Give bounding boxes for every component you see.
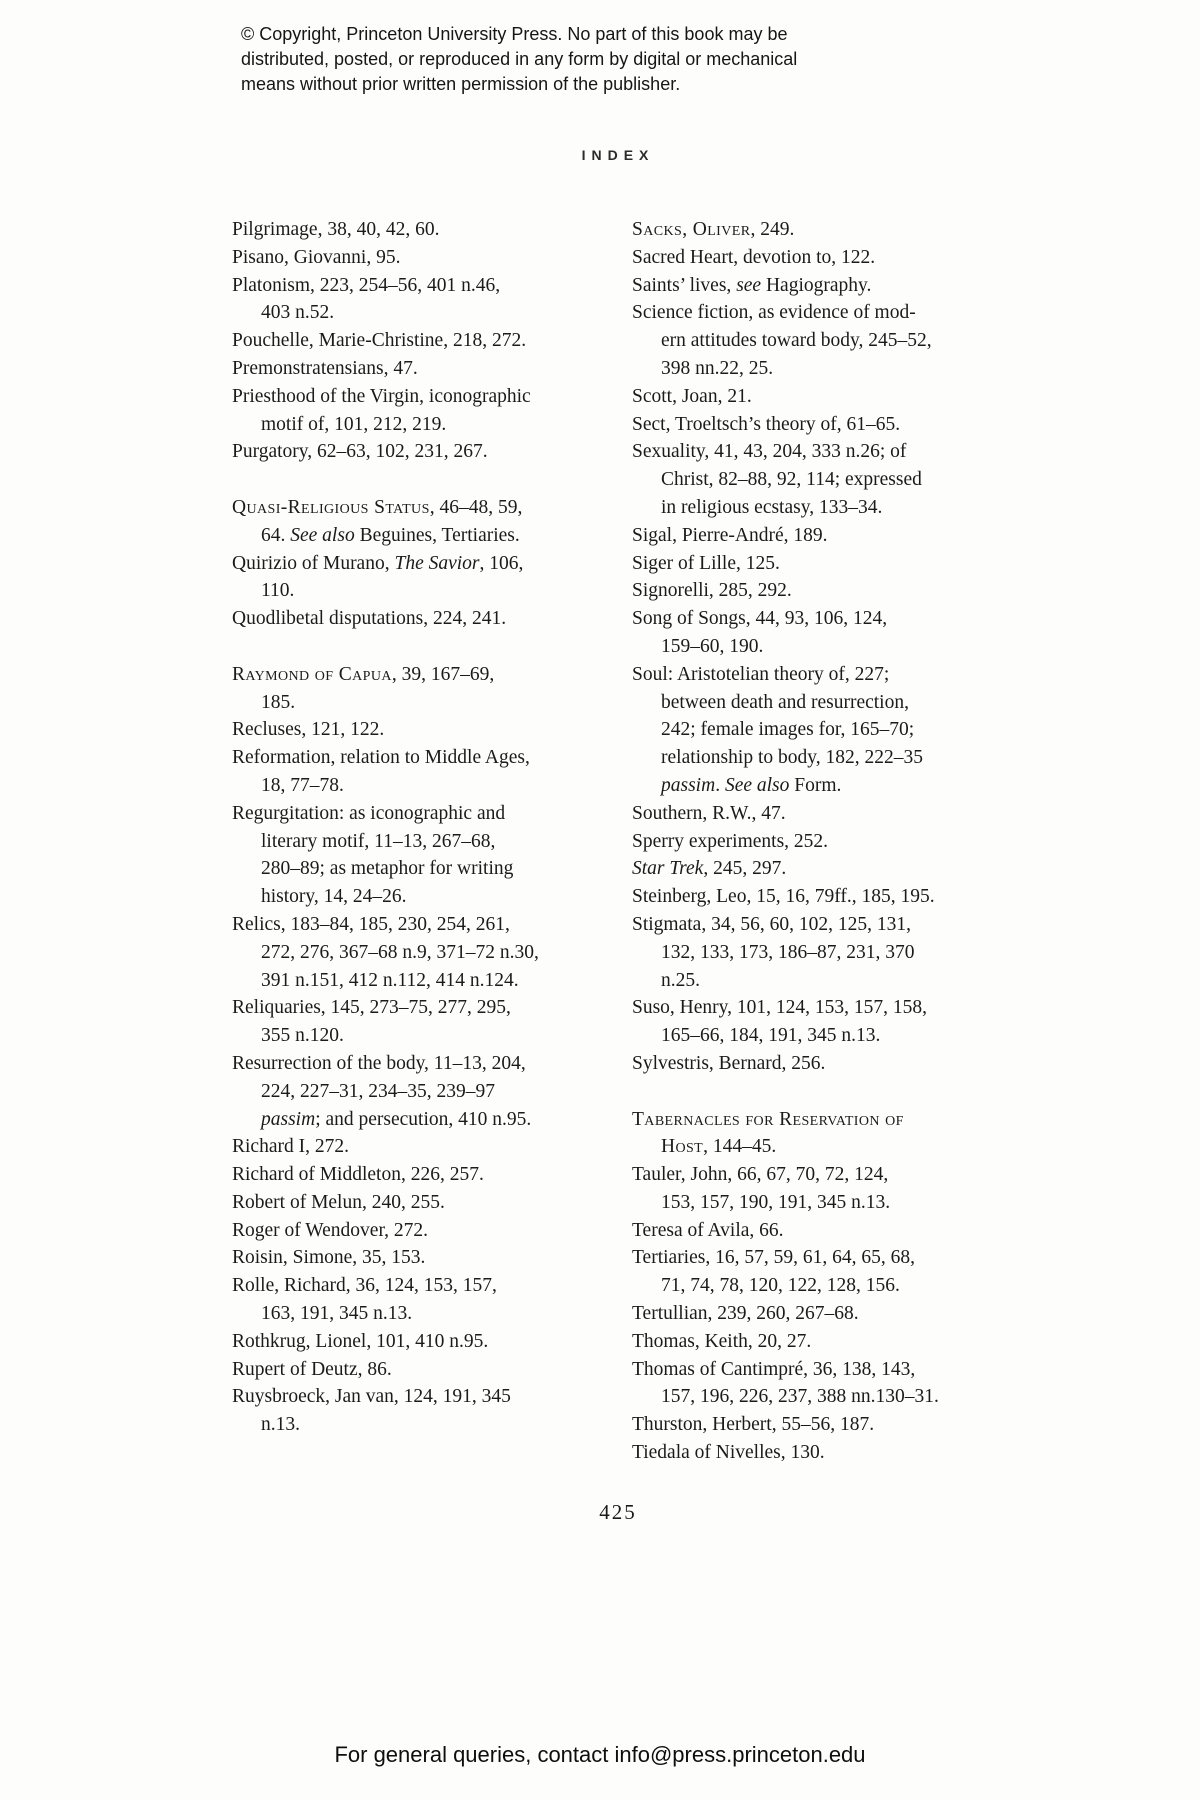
index-entry-line [232,605,539,633]
index-entry-line [232,1328,539,1356]
index-entry-line [232,1022,539,1050]
index-text-segment: Thomas of Cantimpré, 36, 138, 143, [632,1358,916,1380]
index-entry-line [632,1439,939,1467]
index-text-segment: 157, 196, 226, 237, 388 nn.130–31. [661,1386,939,1408]
index-text-segment: Stigmata, 34, 56, 60, 102, 125, 131, [632,913,911,935]
index-text-segment: Quodlibetal disputations, 224, 241. [232,608,507,630]
index-entry-line [632,855,939,883]
index-entry-line [232,1383,539,1411]
index-entry-line [632,494,939,522]
index-text-segment: Steinberg, Leo, 15, 16, 79ff., 185, 195. [632,886,935,908]
index-entry-line [632,883,939,911]
index-text-segment: , 106, [479,552,524,574]
index-entry-line [632,1050,939,1078]
index-entry-line [632,244,939,272]
index-text-segment: 110. [261,580,295,602]
index-entry-line [632,550,939,578]
index-column-left [232,216,539,1439]
index-text-segment: See also [290,524,355,546]
index-entry-line [232,1244,539,1272]
index-text-segment: Quasi-Religious Status [232,496,430,518]
index-text-segment: Pouchelle, Marie-Christine, 218, 272. [232,330,527,352]
index-entry-line [632,1244,939,1272]
index-text-segment: Thomas, Keith, 20, 27. [632,1330,812,1352]
index-text-segment: Teresa of Avila, 66. [632,1219,784,1241]
index-entry-line [232,800,539,828]
index-text-segment: Platonism, 223, 254–56, 401 n.46, [232,274,501,296]
index-entry-line [632,605,939,633]
index-text-segment: ; and persecution, 410 n.95. [315,1108,532,1130]
index-entry-line [232,522,539,550]
index-text-segment: See also [724,774,790,796]
index-entry-line [632,800,939,828]
index-text-segment: n.25. [661,969,700,991]
index-entry-line [232,244,539,272]
index-text-segment: passim [261,1108,316,1130]
index-text-segment: , 245, 297. [703,858,787,880]
copyright-notice [241,22,797,97]
index-entry-line [632,1383,939,1411]
index-text-segment: 64. [261,524,291,546]
index-text-segment: Regurgitation: as iconographic and [232,802,506,824]
index-text-segment: 163, 191, 345 n.13. [261,1303,413,1325]
index-text-segment: Sect, Troeltsch’s theory of, 61–65. [632,413,901,435]
index-text-segment: Sperry experiments, 252. [632,830,829,852]
index-text-segment: Host [661,1136,704,1158]
index-text-segment: Saints’ lives, [632,274,737,296]
index-text-segment: 224, 227–31, 234–35, 239–97 [261,1080,495,1102]
index-entry-line [632,911,939,939]
index-entry-line [632,522,939,550]
index-text-segment: Tertiaries, 16, 57, 59, 61, 64, 65, 68, [632,1247,915,1269]
index-text-segment: Pilgrimage, 38, 40, 42, 60. [232,219,440,240]
index-text-segment: 71, 74, 78, 120, 122, 128, 156. [661,1275,900,1297]
index-text-segment: 355 n.120. [261,1025,344,1047]
page-number: 425 [599,1500,637,1524]
index-text-segment: Science fiction, as evidence of mod- [632,302,916,324]
index-text-segment: Southern, R.W., 47. [632,802,786,824]
index-entry-line [232,855,539,883]
index-text-segment: Tiedala of Nivelles, 130. [632,1442,825,1464]
index-entry-line [632,1022,939,1050]
index-entry-line [232,744,539,772]
index-text-segment: Raymond of Capua [232,663,392,685]
index-entry-line [632,689,939,717]
index-text-segment: Purgatory, 62–63, 102, 231, 267. [232,441,488,463]
index-entry-line [232,1189,539,1217]
index-entry-line [632,411,939,439]
index-text-segment: Sigal, Pierre-André, 189. [632,524,828,546]
index-text-segment: . [715,774,725,796]
index-entry-line [632,383,939,411]
index-entry-line [232,1050,539,1078]
index-entry-line [632,1300,939,1328]
index-entry-line [632,1411,939,1439]
index-column-right [632,216,939,1467]
index-text-segment: Sexuality, 41, 43, 204, 333 n.26; of [632,441,907,463]
index-entry-line [232,411,539,439]
index-text-segment: Relics, 183–84, 185, 230, 254, 261, [232,913,510,935]
index-text-segment: Signorelli, 285, 292. [632,580,792,602]
index-entry-line [232,272,539,300]
index-text-segment: 153, 157, 190, 191, 345 n.13. [661,1191,891,1213]
index-text-segment: Suso, Henry, 101, 124, 153, 157, 158, [632,997,928,1019]
index-text-segment: , 249. [750,219,795,240]
index-text-segment: , 39, 167–69, [391,663,495,685]
index-entry-line [632,216,939,244]
index-text-segment: Song of Songs, 44, 93, 106, 124, [632,608,888,630]
index-entry-line [232,299,539,327]
index-entry-line [632,355,939,383]
copyright-line: means without prior written permission of the publisher. [241,74,681,94]
copyright-line: distributed, posted, or reproduced in any form by digital or mechanical [241,49,798,69]
index-text-segment: Richard I, 272. [232,1136,349,1158]
index-text-segment: Rupert of Deutz, 86. [232,1358,392,1380]
index-text-segment: Resurrection of the body, 11–13, 204, [232,1052,526,1074]
index-entry-line [232,216,539,244]
index-entry-line [232,1356,539,1384]
copyright-line: © Copyright, Princeton University Press. No part of this book may be [241,24,788,44]
index-text-segment: Tabernacles for Reservation of [632,1108,904,1130]
index-text-segment: Recluses, 121, 122. [232,719,385,741]
index-text-segment: Priesthood of the Virgin, iconographic [232,385,531,407]
index-entry-line [232,1133,539,1161]
index-text-segment: Rothkrug, Lionel, 101, 410 n.95. [232,1330,489,1352]
index-entry-line [632,939,939,967]
index-text-segment: passim [661,774,716,796]
index-entry-line [232,911,539,939]
index-text-segment: Tauler, John, 66, 67, 70, 72, 124, [632,1164,889,1186]
index-text-segment: Sacred Heart, devotion to, 122. [632,246,876,268]
index-entry-line [232,994,539,1022]
index-text-segment: n.13. [261,1414,300,1436]
index-text-segment: Roisin, Simone, 35, 153. [232,1247,426,1269]
index-text-segment: The Savior [394,552,480,574]
index-text-segment: motif of, 101, 212, 219. [261,413,447,435]
index-text-segment: Roger of Wendover, 272. [232,1219,429,1241]
index-text-segment: Richard of Middleton, 226, 257. [232,1164,484,1186]
index-entry-line [632,1133,939,1161]
index-entry-line [232,494,539,522]
index-text-segment: Pisano, Giovanni, 95. [232,246,401,268]
index-entry-line [632,1328,939,1356]
index-text-segment: , 144–45. [703,1136,777,1158]
index-text-segment: Thurston, Herbert, 55–56, 187. [632,1414,875,1436]
index-text-segment: 398 nn.22, 25. [661,357,774,379]
index-entry-line [232,661,539,689]
index-text-segment: 272, 276, 367–68 n.9, 371–72 n.30, [261,941,539,963]
index-text-segment: relationship to body, 182, 222–35 [661,747,923,769]
index-entry-line [632,828,939,856]
index-text-segment: 280–89; as metaphor for writing [261,858,514,880]
index-text-segment: Reformation, relation to Middle Ages, [232,747,530,769]
index-text-segment: 18, 77–78. [261,774,344,796]
index-text-segment: 403 n.52. [261,302,335,324]
index-entry-line [632,1217,939,1245]
index-entry-line [232,327,539,355]
index-entry-line [632,716,939,744]
index-entry-line [232,883,539,911]
index-entry-line [632,967,939,995]
index-entry-line [232,1411,539,1439]
index-text-segment: between death and resurrection, [661,691,909,713]
index-text-segment: Siger of Lille, 125. [632,552,780,574]
index-entry-line [632,994,939,1022]
index-text-segment: Hagiography. [761,274,872,296]
index-entry-line [632,661,939,689]
index-entry-line [632,466,939,494]
index-entry-line [232,1161,539,1189]
index-entry-line [232,1272,539,1300]
index-text-segment: Beguines, Tertiaries. [354,524,520,546]
index-text-segment: Sacks, Oliver [632,219,751,240]
index-text-segment: Ruysbroeck, Jan van, 124, 191, 345 [232,1386,511,1408]
index-text-segment: Rolle, Richard, 36, 124, 153, 157, [232,1275,497,1297]
index-entry-line [232,1106,539,1134]
index-entry-line [232,967,539,995]
index-text-segment: Star Trek [632,858,704,880]
index-entry-line [632,577,939,605]
index-text-segment: history, 14, 24–26. [261,886,407,908]
index-entry-line [632,327,939,355]
index-text-segment: , 46–48, 59, [429,496,523,518]
index-entry-line [632,299,939,327]
index-entry-line [632,1106,939,1134]
index-text-segment: in religious ecstasy, 133–34. [661,496,883,518]
index-entry-line [232,716,539,744]
index-entry-line [632,1356,939,1384]
index-entry-line [632,1272,939,1300]
index-text-segment: 132, 133, 173, 186–87, 231, 370 [661,941,915,963]
index-text-segment: literary motif, 11–13, 267–68, [261,830,496,852]
index-entry-line [232,1078,539,1106]
index-text-segment: Christ, 82–88, 92, 114; expressed [661,469,922,491]
index-entry-line [632,272,939,300]
index-text-segment: 159–60, 190. [661,635,764,657]
index-text-segment: 185. [261,691,296,713]
index-text-segment: Soul: Aristotelian theory of, 227; [632,663,890,685]
index-entry-line [232,1300,539,1328]
index-text-segment: 165–66, 184, 191, 345 n.13. [661,1025,881,1047]
index-entry-line [632,633,939,661]
index-text-segment: Robert of Melun, 240, 255. [232,1191,445,1213]
index-text-segment: Sylvestris, Bernard, 256. [632,1052,826,1074]
index-text-segment: Quirizio of Murano, [232,552,395,574]
index-entry-line [232,939,539,967]
index-text-segment: ern attitudes toward body, 245–52, [661,330,932,352]
index-entry-line [232,383,539,411]
index-text-segment: Tertullian, 239, 260, 267–68. [632,1303,859,1325]
index-text-segment: 391 n.151, 412 n.112, 414 n.124. [261,969,519,991]
index-text-segment: Reliquaries, 145, 273–75, 277, 295, [232,997,511,1019]
index-entry-line [632,1161,939,1189]
index-text-segment: Scott, Joan, 21. [632,385,752,407]
index-entry-line [232,1217,539,1245]
index-entry-line [632,772,939,800]
index-entry-line [232,438,539,466]
index-text-segment: see [736,274,762,296]
index-text-segment: Form. [789,774,842,796]
index-entry-line [632,1189,939,1217]
section-heading-index: INDEX [581,147,655,163]
index-entry-line [232,577,539,605]
index-entry-line [232,550,539,578]
footer-contact: For general queries, contact info@press.princeton.edu [334,1742,866,1767]
index-text-segment: Premonstratensians, 47. [232,357,418,379]
index-entry-line [632,744,939,772]
index-entry-line [232,828,539,856]
index-entry-line [232,689,539,717]
index-entry-line [232,355,539,383]
index-entry-line [632,438,939,466]
index-entry-line [232,772,539,800]
index-text-segment: 242; female images for, 165–70; [661,719,915,741]
